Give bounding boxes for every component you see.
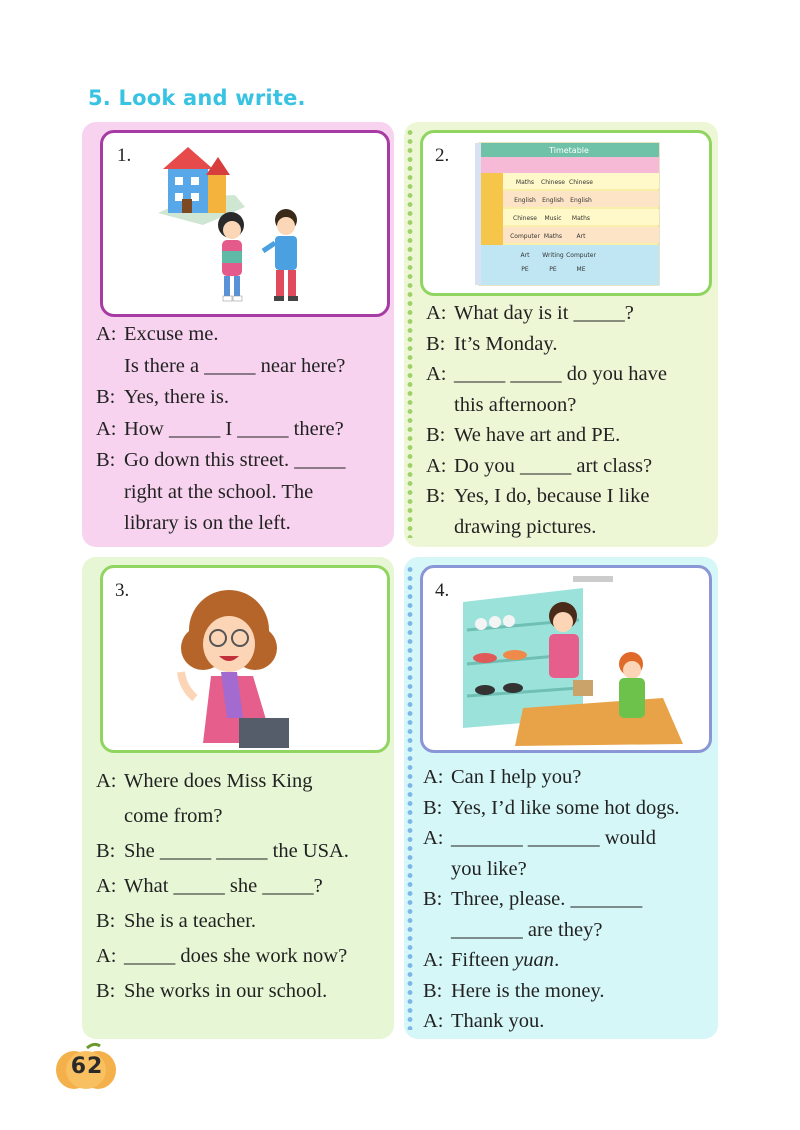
dialogue-text: _______ _______ would (451, 827, 656, 849)
dialogue-line (423, 823, 680, 854)
speaker-label: A: (426, 302, 447, 324)
timetable-cell: English (542, 197, 564, 204)
speaker-label: A: (423, 766, 444, 788)
dialogue-line (426, 359, 667, 390)
dialogue-text: She works in our school. (124, 980, 328, 1002)
dialogue-text: How _____ I _____ there? (124, 417, 344, 440)
speaker-label (96, 799, 124, 834)
exercise-1-picture-frame (100, 130, 390, 317)
speaker-label (423, 915, 451, 946)
exercise-2-picture-frame (420, 130, 712, 296)
dialogue-line (423, 945, 680, 976)
exercise-3-dialogue (96, 764, 349, 1009)
dialogue-line (96, 414, 346, 446)
dialogue-line (426, 420, 667, 451)
speaker-label: A: (96, 945, 117, 967)
timetable-cell: Chinese (513, 215, 537, 222)
dialogue-text: She is a teacher. (124, 910, 257, 932)
speaker-label: A: (96, 323, 117, 345)
dialogue-line (96, 477, 346, 509)
speaker-label: B: (96, 910, 116, 932)
dialogue-line (426, 512, 667, 543)
dialogue-line (426, 298, 667, 329)
dialogue-text: Fifteen yuan. (451, 949, 560, 971)
speaker-label (96, 351, 124, 383)
page-number: 62 (70, 1054, 104, 1079)
exercise-2-dialogue (426, 298, 667, 542)
dialogue-line (96, 764, 349, 799)
timetable-cell: Art (576, 233, 586, 240)
speaker-label (426, 390, 454, 421)
timetable-cell: Computer (510, 233, 540, 240)
timetable-cell: English (570, 197, 592, 204)
timetable-cell: PE (549, 266, 557, 273)
dialogue-text: Here is the money. (451, 979, 605, 1002)
dialogue-text: Yes, there is. (124, 386, 229, 408)
dialogue-line (426, 329, 667, 360)
dialogue-line (96, 869, 349, 904)
dialogue-line (426, 481, 667, 512)
dialogue-line (423, 884, 680, 915)
exercise-3-number: 3. (115, 580, 130, 601)
dialogue-text: this afternoon? (454, 393, 577, 416)
dialogue-text: Three, please. _______ (451, 888, 643, 910)
timetable-cell: Maths (571, 215, 591, 222)
dialogue-text: drawing pictures. (454, 515, 597, 538)
dialogue-line (423, 915, 680, 946)
dialogue-text: come from? (124, 805, 223, 827)
timetable-cell: Maths (543, 233, 563, 240)
speaker-label: B: (426, 424, 446, 446)
speaker-label: A: (426, 454, 447, 477)
dialogue-text: Do you _____ art class? (454, 454, 653, 477)
timetable-cell: Art (520, 252, 530, 259)
speaker-label: B: (426, 332, 446, 355)
timetable-title: Timetable (549, 146, 589, 155)
dialogue-text: Is there a _____ near here? (124, 354, 346, 377)
dialogue-line (96, 445, 346, 477)
exercise-1-dialogue (96, 319, 346, 540)
dialogue-text: What _____ she _____? (124, 875, 323, 897)
dialogue-text: It’s Monday. (454, 332, 558, 355)
school-children-illustration (103, 133, 387, 314)
exercise-4-dialogue (423, 762, 680, 1037)
dotted-divider-bottom (406, 565, 414, 1030)
page-number-badge (54, 1042, 120, 1092)
dialogue-text: What day is it _____? (454, 302, 634, 324)
timetable-cell: Chinese (569, 179, 593, 186)
speaker-label: A: (96, 875, 117, 897)
dialogue-line (426, 451, 667, 482)
dialogue-text: Thank you. (451, 1010, 545, 1032)
speaker-label (96, 508, 124, 540)
dialogue-line (96, 351, 346, 383)
speaker-label: A: (423, 1010, 444, 1032)
dialogue-line (423, 854, 680, 885)
timetable-cell: Computer (566, 252, 596, 259)
dialogue-line (96, 799, 349, 834)
dialogue-line (423, 1006, 680, 1037)
dialogue-line (96, 974, 349, 1009)
dialogue-line (423, 793, 680, 824)
dialogue-line (423, 762, 680, 793)
speaker-label: B: (423, 888, 443, 910)
dialogue-line (96, 904, 349, 939)
dialogue-text: _____ _____ do you have (454, 363, 667, 385)
timetable-illustration (423, 133, 709, 293)
speaker-label (423, 854, 451, 885)
speaker-label: A: (426, 363, 447, 385)
dotted-divider-top (406, 128, 414, 538)
children-talking-illustration (218, 209, 298, 301)
exercise-3-picture-frame (100, 565, 390, 753)
speaker-label: A: (96, 417, 117, 440)
speaker-label: B: (423, 979, 443, 1002)
speaker-label: B: (96, 386, 116, 408)
dialogue-line (426, 390, 667, 421)
dialogue-text: Yes, I’d like some hot dogs. (451, 796, 680, 819)
dialogue-line (96, 382, 346, 414)
timetable-cell: Maths (515, 179, 535, 186)
dialogue-line (423, 976, 680, 1007)
dialogue-text: We have art and PE. (454, 424, 621, 446)
dialogue-text: Excuse me. (124, 323, 219, 345)
timetable-cell: English (514, 197, 536, 204)
timetable-cell: ME (576, 266, 586, 273)
dialogue-text: _____ does she work now? (124, 945, 348, 967)
speaker-label: B: (423, 796, 443, 819)
dialogue-text: right at the school. The (124, 480, 314, 503)
speaker-label: A: (423, 949, 444, 971)
dialogue-text: She _____ _____ the USA. (124, 840, 349, 862)
dialogue-text: _______ are they? (451, 918, 603, 941)
exercise-1-number: 1. (117, 145, 132, 166)
exercise-2-number: 2. (435, 145, 450, 166)
shop-illustration (423, 568, 709, 750)
dialogue-line (96, 939, 349, 974)
dialogue-text: you like? (451, 857, 527, 880)
dialogue-text: Yes, I do, because I like (454, 485, 650, 507)
dialogue-text: Where does Miss King (124, 770, 313, 792)
exercise-4-picture-frame (420, 565, 712, 753)
speaker-label (96, 477, 124, 509)
speaker-label: B: (96, 980, 116, 1002)
speaker-label: B: (96, 449, 116, 471)
teacher-illustration (103, 568, 387, 750)
dialogue-text: Go down this street. _____ (124, 449, 346, 471)
timetable-cell: Chinese (541, 179, 565, 186)
speaker-label: B: (96, 840, 116, 862)
timetable-cell: Writing (542, 252, 564, 259)
speaker-label: A: (96, 770, 117, 792)
speaker-label: A: (423, 827, 444, 849)
speaker-label: B: (426, 485, 446, 507)
timetable-cell: PE (521, 266, 529, 273)
timetable-cell: Music (544, 215, 562, 222)
speaker-label (426, 512, 454, 543)
dialogue-line (96, 508, 346, 540)
dialogue-text: library is on the left. (124, 512, 291, 534)
dialogue-line (96, 834, 349, 869)
dialogue-text: Can I help you? (451, 766, 582, 788)
section-heading: 5. Look and write. (88, 86, 306, 110)
dialogue-line (96, 319, 346, 351)
exercise-4-number: 4. (435, 580, 450, 601)
